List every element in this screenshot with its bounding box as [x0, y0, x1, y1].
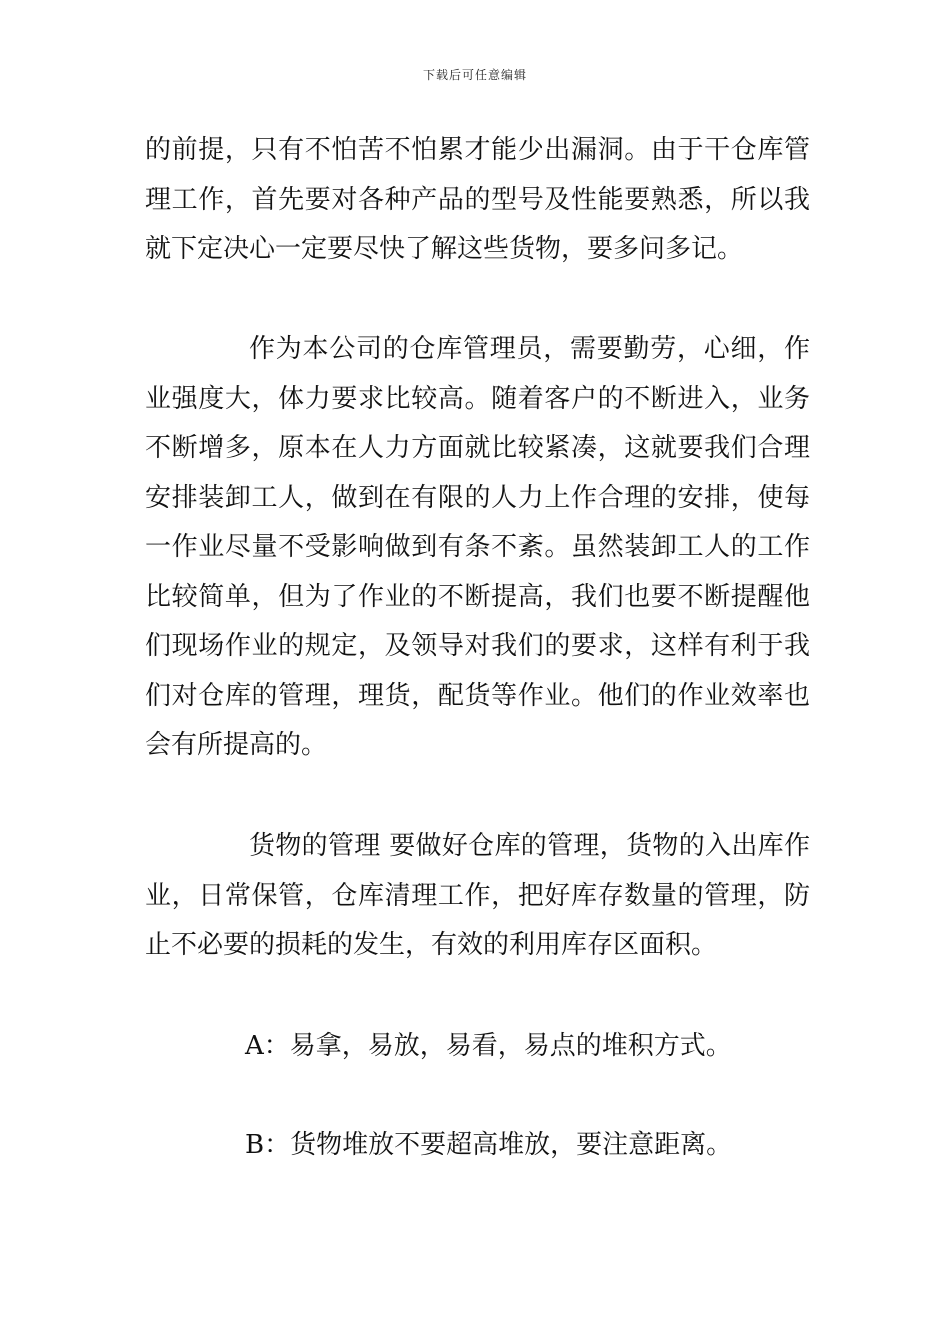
- paragraph-goods-management: 货物的管理 要做好仓库的管理，货物的入出库作业，日常保管，仓库清理工作，把好库存数量的管理，防止不必要的损耗的发生，有效的利用库存区面积。: [145, 831, 810, 960]
- paragraph-warehouse-keeper: 作为本公司的仓库管理员，需要勤劳，心细，作业强度大，体力要求比较高。随着客户的不断进入，业务不断增多，原本在人力方面就比较紧凑，这就要我们合理安排装卸工人，做到在有限的人力上作合理的安排，使每一作业尽量不受影响做到有条不紊。虽然装卸工人的工作比较简单，但为了作业的不断提高，我们也要不断提醒他们现场作业的规定，及领导对我们的要求，这样有利于我们对仓库的管理，理货，配货等作业。他们的作业效率也会有所提高的。: [145, 334, 810, 760]
- list-item-a: A：易拿，易放，易看，易点的堆积方式。: [245, 1031, 732, 1061]
- paragraph-continuation: 的前提，只有不怕苦不怕累才能少出漏洞。由于干仓库管理工作，首先要对各种产品的型号及性能要熟悉，所以我就下定决心一定要尽快了解这些货物，要多问多记。: [145, 135, 810, 264]
- header-note: 下载后可任意编辑: [422, 68, 527, 82]
- list-item-b: B：货物堆放不要超高堆放，要注意距离。: [245, 1130, 733, 1160]
